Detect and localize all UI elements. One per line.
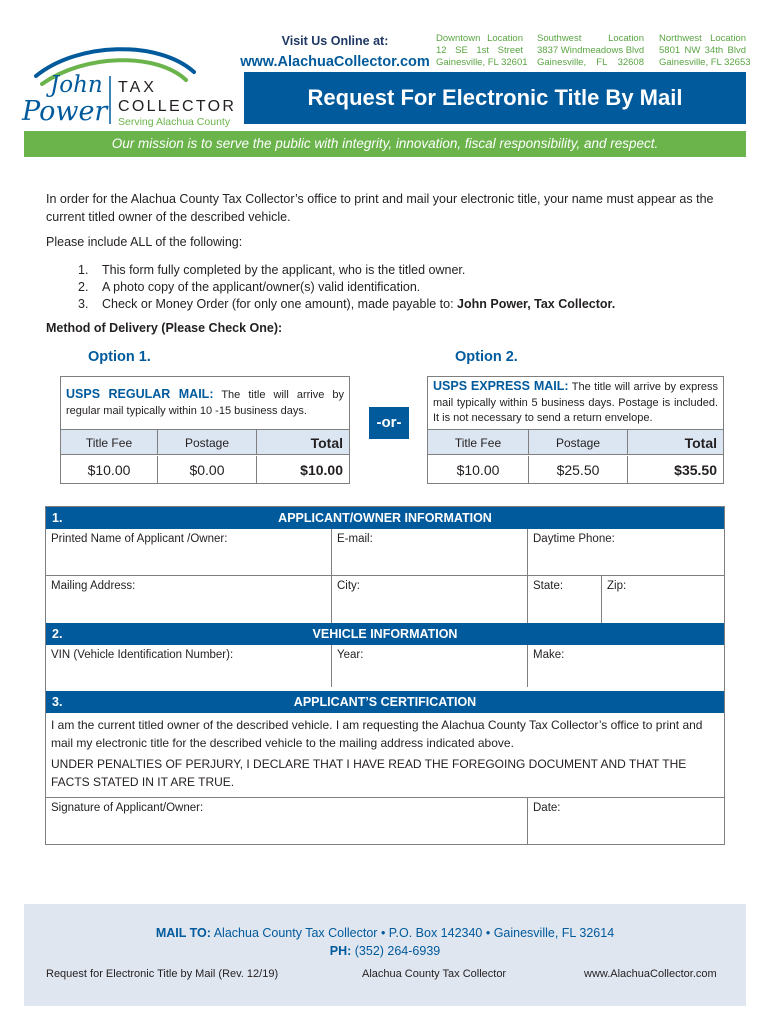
footer-website-link[interactable]: www.AlachuaCollector.com: [584, 968, 717, 980]
location-northwest: Northwest Location 5801 NW 34th Blvd Gainesville, FL 32653: [659, 33, 751, 68]
visit-label: Visit Us Online at:: [281, 34, 389, 48]
tax-collector-logo: [18, 40, 240, 128]
option2-title: Option 2.: [455, 349, 518, 365]
logo-collector: COLLECTOR: [118, 98, 237, 115]
mail-to-address: MAIL TO: Alachua County Tax Collector • P.O. Box 142340 • Gainesville, FL 32614: [155, 926, 615, 940]
footer-org: Alachua County Tax Collector: [362, 968, 507, 980]
zip-field[interactable]: Zip:: [607, 580, 627, 592]
or-separator: -or-: [369, 407, 409, 439]
logo-script-top: John: [50, 72, 103, 98]
year-field[interactable]: Year:: [332, 645, 528, 687]
logo-script-bottom: Power: [22, 96, 108, 127]
option2-description: USPS EXPRESS MAIL: The title will arrive by express mail typically within 5 business days. Postage is included. It is not necessary to send a return envelope.: [433, 379, 718, 424]
website-link[interactable]: www.AlachuaCollector.com: [240, 54, 430, 70]
logo-tax: TAX: [118, 79, 157, 96]
date-field[interactable]: Date:: [533, 802, 561, 814]
daytime-phone-field[interactable]: Daytime Phone:: [528, 529, 724, 576]
section-applicant-header: 1. APPLICANT/OWNER INFORMATION: [46, 507, 724, 529]
vin-field[interactable]: VIN (Vehicle Identification Number):: [46, 645, 332, 687]
option2-express-mail[interactable]: [427, 376, 724, 484]
location-southwest: Southwest Location 3837 Windmeadows Blvd Gainesville, FL 32608: [537, 33, 645, 68]
location-downtown: Downtown Location 12 SE 1st Street Gainesville, FL 32601: [436, 33, 528, 68]
list-item: 1. This form fully completed by the applicant, who is the titled owner.: [78, 263, 466, 277]
printed-name-field[interactable]: Printed Name of Applicant /Owner:: [46, 529, 332, 576]
option2-fee-values: $10.00 $25.50 $35.50: [428, 456, 723, 484]
include-heading: Please include ALL of the following:: [46, 235, 243, 249]
requirements-list: [78, 262, 615, 313]
state-field[interactable]: State:: [528, 576, 602, 623]
option1-description: USPS REGULAR MAIL: The title will arrive by regular mail typically within 10 -15 business days.: [66, 387, 344, 417]
page-title: Request For Electronic Title By Mail: [244, 72, 746, 124]
phone-number: PH: (352) 264-6939: [329, 944, 441, 958]
payee-name: John Power, Tax Collector.: [457, 297, 616, 311]
intro-paragraph: In order for the Alachua County Tax Collector’s office to print and mail your electronic title, your name must appear as the current titled owner of the described vehicle.: [46, 192, 714, 224]
certification-statement: I am the current titled owner of the described vehicle. I am requesting the Alachua County Tax Collector’s office to print and mail my electronic title for the described vehicle to the mailing address indicated above.: [51, 718, 703, 750]
section-certification-header: 3. APPLICANT’S CERTIFICATION: [46, 691, 724, 713]
option2-fee-header: Title Fee Postage Total: [428, 429, 723, 455]
make-field[interactable]: Make:: [533, 649, 565, 661]
list-item: 2. A photo copy of the applicant/owner(s) valid identification.: [78, 280, 421, 294]
footer: [24, 904, 746, 1006]
application-form: [45, 506, 725, 845]
list-item: 3. Check or Money Order (for only one amount), made payable to: John Power, Tax Collector.: [78, 297, 616, 311]
mailing-address-field[interactable]: Mailing Address:: [46, 576, 332, 623]
mission-statement: Our mission is to serve the public with integrity, innovation, fiscal responsibility, and respect.: [24, 131, 746, 157]
option1-fee-header: Title Fee Postage Total: [61, 429, 349, 455]
city-field[interactable]: City:: [332, 576, 528, 623]
delivery-method-heading: Method of Delivery (Please Check One):: [46, 321, 283, 335]
section-vehicle-header: 2. VEHICLE INFORMATION: [46, 623, 724, 645]
signature-field[interactable]: Signature of Applicant/Owner:: [46, 798, 528, 844]
option1-fee-values: $10.00 $0.00 $10.00: [61, 456, 349, 484]
logo-serving: Serving Alachua County: [118, 116, 231, 128]
option1-regular-mail[interactable]: [60, 376, 350, 484]
perjury-declaration: UNDER PENALTIES OF PERJURY, I DECLARE THAT I HAVE READ THE FOREGOING DOCUMENT AND THAT THE FACTS STATED IN IT ARE TRUE.: [51, 757, 687, 789]
form-revision: Request for Electronic Title by Mail (Rev. 12/19): [46, 968, 279, 980]
email-field[interactable]: E-mail:: [332, 529, 528, 576]
option1-title: Option 1.: [88, 349, 151, 365]
website-block: [240, 34, 430, 70]
